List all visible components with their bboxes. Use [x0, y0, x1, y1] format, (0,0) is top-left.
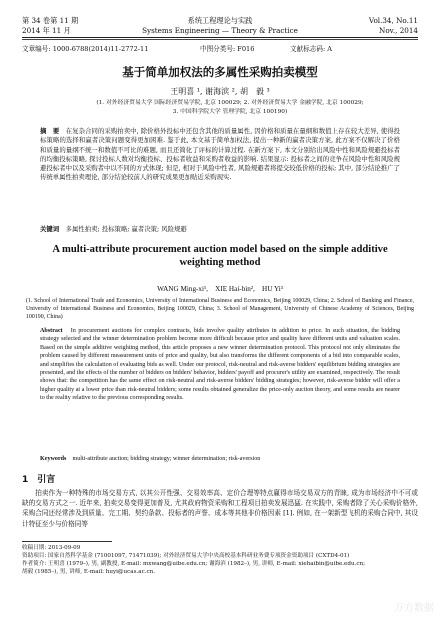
header-journal-cn: 系统工程理论与实践	[187, 16, 253, 25]
affiliation-cn-line-1: (1. 对外经济贸易大学 国际经济贸易学院, 北京 100029; 2. 对外经济贸易大学 金融学院, 北京 100029;	[96, 100, 364, 106]
footnote-received: 收稿日期: 2013-09-09	[22, 545, 81, 551]
header-date-en: Nov., 2014	[379, 26, 418, 35]
keywords-en	[40, 453, 400, 462]
document-code: 文献标志码: A	[290, 45, 333, 53]
abstract-en-text: In procurement auctions for complex contracts, bids involve quality attributes in addition to price. In such situation, the bidding strategy selected and the winner determination problem become more difficult because price and quality have different units and valuation scales. Based on the simple additive weighting method, this article proposes a new winner determination protocol. This protocol not only eliminates the problem caused by different measurement units of price and quality, but also transforms the different components of a bid into comparable scales, and simplifies the calculation of evaluating bids as well. Under our protocol, risk-neutral and risk-averse bidders' equilibrium bidding strategies are presented, and the effects of the number of bidders on bidders' behavior, bidders' payoff and procurer's utility are examined, respectively. The result shows that: the competition has the same effect on risk-neutral and risk-averse bidders' bidding strategies; however, risk-averse bidder will offer a higher quality at a lower price than risk-neutral bidders; some results obtained generalize the price-only auction theory, and some results are nearer to the reality relative to the previous corresponding results.	[40, 328, 400, 402]
affiliation-cn-line-2: 3. 中国科学院大学 管理学院, 北京 100190)	[172, 108, 288, 115]
header-volume-cn: 第 34 卷第 11 期	[22, 16, 79, 25]
authors-cn: 王明喜 ¹, 谢海滨 ², 胡 毅 ³	[170, 87, 270, 96]
footnote-authors: 作者简介: 王明喜 (1979–), 男, 副教授, E-mail: mxwang@uibe.edu.cn; 谢海滨 (1982–), 男, 讲师, E-mail: xiehaibin@uibe.edu.cn;	[22, 561, 365, 567]
abstract-cn	[40, 127, 400, 183]
affiliations-cn	[60, 99, 400, 116]
affiliations-en: (1. School of International Trade and Economics, University of International Business and Economics, Beijing 100029, China; 2. School of Banking and Finance, University of International Business and Economics, Beijing 100029, China; 3. School of Management, University of Chinese Academy of Sciences, Beijing 100190, China)	[26, 298, 414, 321]
header-rule	[22, 37, 418, 38]
article-number: 文章编号: 1000-6788(2014)11-2772-11	[22, 45, 149, 53]
authors-en: WANG Ming-xi¹, XIE Hai-bin², HU Yi³	[157, 285, 283, 293]
watermark: 万方数据	[394, 603, 434, 614]
keywords-cn-label: 关键词	[40, 225, 60, 233]
abstract-en	[40, 327, 400, 403]
abstract-en-label: Abstract	[40, 328, 63, 334]
abstract-cn-label: 摘 要	[40, 127, 60, 135]
keywords-en-text: multi-attribute auction; bidding strategy; winner determination; risk-aversion	[72, 456, 261, 462]
article-meta	[22, 43, 418, 52]
footnote-authors-cont: 胡毅 (1985–), 男, 讲师, E-mail: huyi@ucas.ac.cn.	[22, 569, 155, 575]
header-journal-en: Systems Engineering — Theory & Practice	[142, 26, 298, 35]
title-cn: 基于简单加权法的多属性采购拍卖模型	[122, 65, 318, 79]
header-volume-en: Vol.34, No.11	[368, 16, 418, 25]
footnote	[22, 544, 418, 576]
footnote-rule	[22, 541, 112, 542]
keywords-en-label: Keywords	[40, 456, 67, 462]
keywords-cn	[40, 224, 400, 233]
intro-paragraph: 拍卖作为一种特殊的市场交易方式, 以其公开性强、交易效率高、定价合理等特点赢得市场交易双方的青睐, 成为市场经济中不可或缺的交易方式之一. 近年来, 拍卖交易变得更加普及, 尤其政府物资采购和工程项目拍卖发展迅猛. 在实践中, 采购者除了关心采购价格外, 采购合同还经常涉及到质量、完工期、契约条款、投标者的声誉、成本等其他非价格因素 [1]. 例如, 在一架新型飞机的采购合同中, 其设计特征至少与价格同等	[22, 489, 418, 528]
abstract-cn-text: 在复杂合同的采购拍卖中, 除价格外投标中还包含其他的质量属性, 因价格和质量在量纲和数值上存在较大差异, 使得投标策略的选择和赢者决策问题变得更加困难. 鉴于此, 本文基于简单加权法, 提出一种新的赢者决策方案, 此方案不仅解决了价格和质量的量纲不统一和数值不可比的难题, 而且还简化了评标的计算过程. 在新方案下, 本文分别给出风险中性和风险规避投标者的均衡投标策略, 探讨投标人数对均衡投标、投标者收益和采购者收益的影响. 结果显示: 投标者之间的竞争在风险中性和风险规避投标者中以及采购者中以不同的方式体现; 但是, 相对于风险中性者, 风险规避者将提交较低价格的投标; 其中, 部分结论推广了传统单属性拍卖理论, 部分结论较前人的研究成果更加贴近采购现实.	[40, 127, 401, 182]
keywords-cn-text: 多属性拍卖; 投标策略; 赢者决策; 风险规避	[65, 225, 187, 233]
header-rule-thin	[22, 39, 418, 40]
title-en: A multi-attribute procurement auction model based on the simple additive weighting method	[52, 244, 388, 268]
footnote-funding: 资助项目: 国家自然科学基金 (71001097, 71471039); 对外经济贸易大学中央高校基本科研业务费专项资金资助项目 (CXTD4-01)	[22, 553, 350, 559]
clc-number: 中图分类号: F016	[200, 45, 255, 53]
header-date-cn: 2014 年 11 月	[22, 26, 71, 35]
section-heading-intro: 1 引言	[22, 475, 56, 485]
